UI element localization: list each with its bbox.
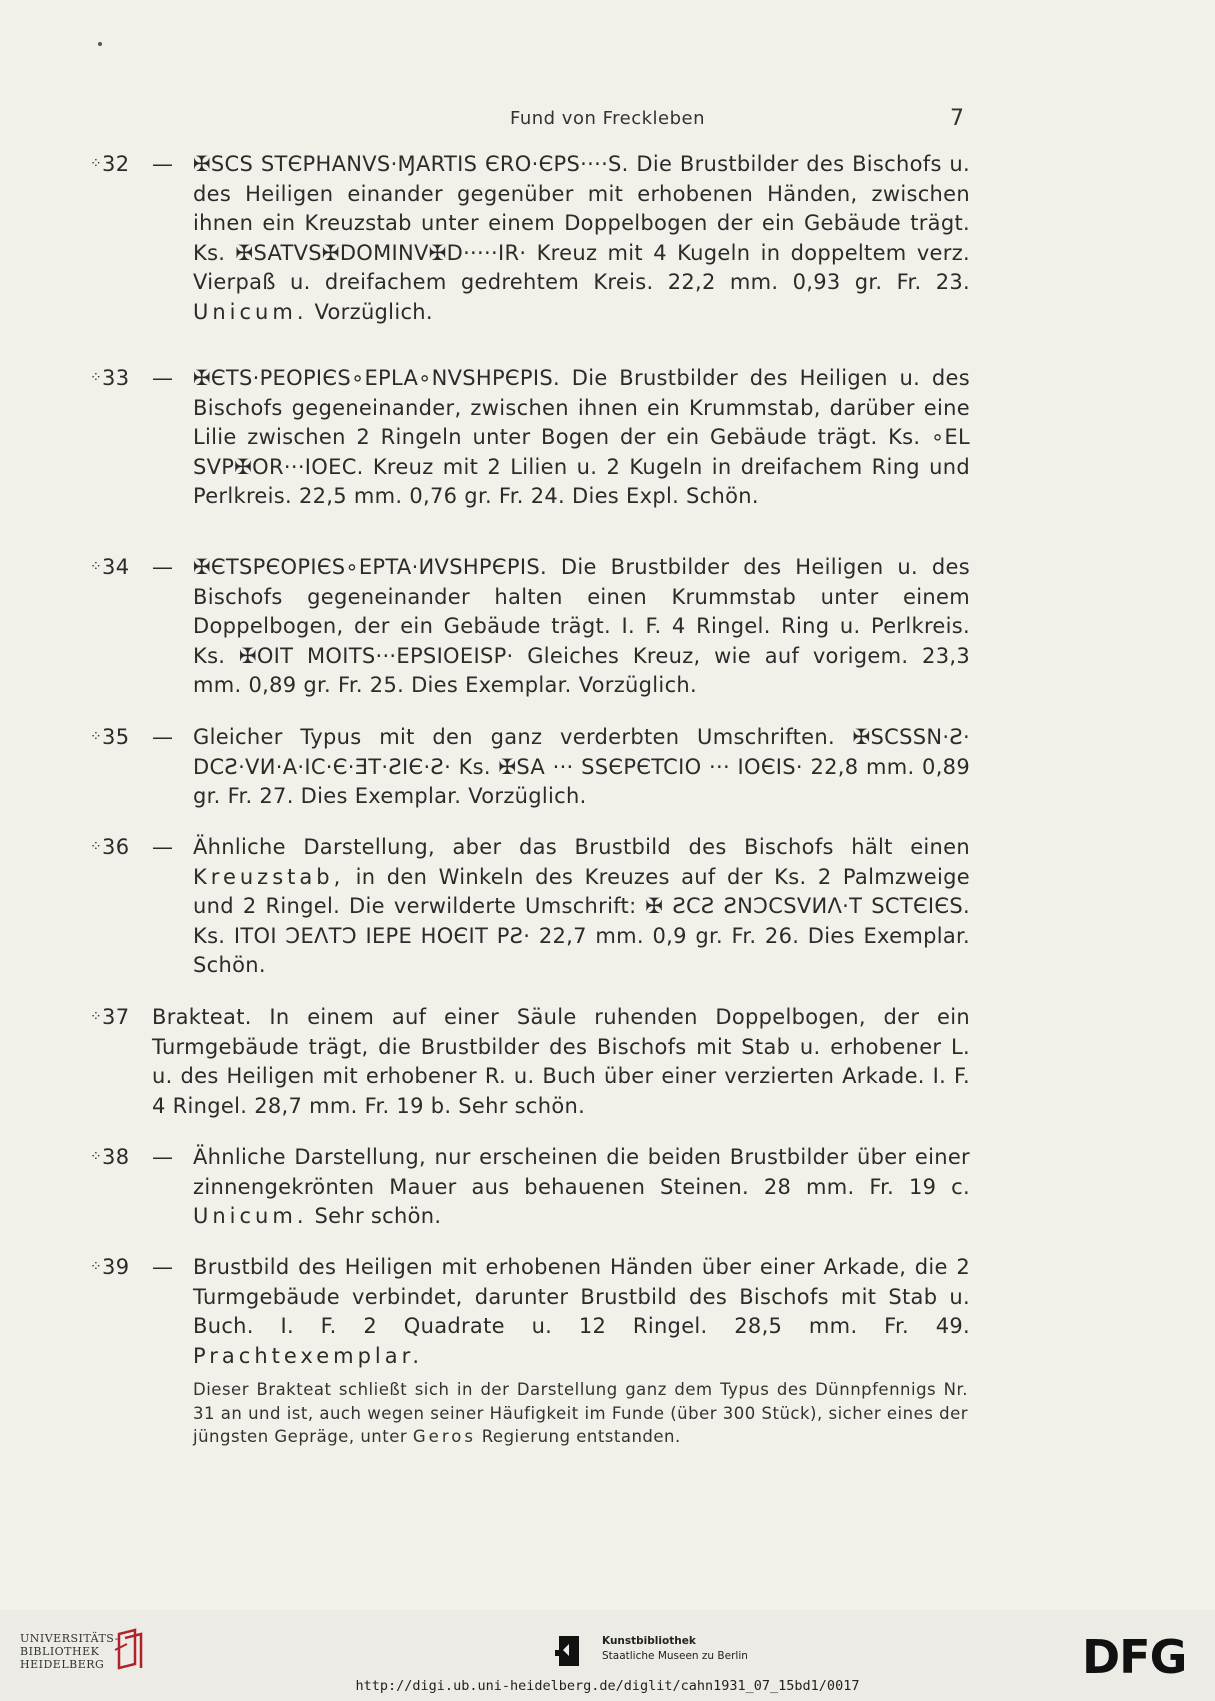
kunstbibliothek-logo-icon[interactable] xyxy=(555,1636,579,1666)
ub-heidelberg-logo-icon[interactable] xyxy=(113,1628,149,1670)
catalog-entry-36 xyxy=(90,833,970,981)
entry-number: ⁘39 xyxy=(90,1255,130,1279)
entry-dash: — xyxy=(152,366,174,390)
entry-text: Brakteat. In einem auf einer Säule ruhenden Doppelbogen, der ein Turmgebäude trägt, die Brustbilder des Bischofs mit Stab u. erhobener L. u. des Heiligen mit erhobener R. u. Buch über einer verzierten Arkade. I. F. 4 Ringel. 28,7 mm. Fr. 19 b. Sehr schön. xyxy=(152,1005,970,1118)
running-title: Fund von Freckleben xyxy=(509,108,706,129)
entry-number: ⁘32 xyxy=(90,152,130,176)
catalog-entry-39 xyxy=(90,1253,970,1371)
scan-speck xyxy=(98,42,102,46)
viewer-footer xyxy=(0,1610,1215,1701)
entry-text: Brustbild des Heiligen mit erhobenen Händen über einer Arkade, die 2 Turmgebäude verbindet, darunter Brustbild des Bischofs mit Stab u. Buch. I. F. 2 Quadrate u. 12 Ringel. 28,5 mm. Fr. 49. Prachtexemplar. xyxy=(193,1255,970,1368)
page-number: 7 xyxy=(950,106,964,131)
entry-number: ⁘36 xyxy=(90,835,130,859)
entry-dash: — xyxy=(152,152,174,176)
entry-dash: — xyxy=(152,1145,174,1169)
entry-text: Ähnliche Darstellung, nur erscheinen die beiden Brustbilder über einer zinnengekrönten Mauer aus behauenen Steinen. 28 mm. Fr. 19 c. Unicum. Sehr schön. xyxy=(193,1145,970,1228)
entry-number: ⁘33 xyxy=(90,366,130,390)
entry-text: ✠ЄTSPЄOPIЄS∘EPTA·ИVSHPЄPIS. Die Brustbilder des Heiligen u. des Bischofs gegeneinander halten einen Krummstab unter einem Doppelbogen, der ein Gebäude trägt. I. F. 4 Ringel. Ring u. Perlkreis. Ks. ✠OIT MOITS···EPSIOEISP· Gleiches Kreuz, wie auf vorigem. 23,3 mm. 0,89 gr. Fr. 25. Dies Exemplar. Vorzüglich. xyxy=(193,555,970,697)
catalog-entry-35 xyxy=(90,723,970,812)
footnote: Dieser Brakteat schließt sich in der Darstellung ganz dem Typus des Dünnpfennigs Nr. 31 an und ist, auch wegen seiner Häufigkeit im Funde (über 300 Stück), sicher eines der jüngsten Gepräge, unter Geros Regierung entstanden. xyxy=(193,1380,968,1446)
entry-number: ⁘38 xyxy=(90,1145,130,1169)
entry-number: ⁘34 xyxy=(90,555,130,579)
catalog-entry-33 xyxy=(90,364,970,512)
entry-text: ✠SCS STЄPHANVS·ⱮARTIS ЄRO·ЄPS····S. Die Brustbilder des Bischofs u. des Heiligen einander gegenüber mit erhobenen Händen, zwischen ihnen ein Kreuzstab unter einem Doppelbogen der ein Gebäude trägt. Ks. ✠SATVS✠DOMINV✠D·····IR· Kreuz mit 4 Kugeln in doppeltem verz. Vierpaß u. dreifachem gedrehtem Kreis. 22,2 mm. 0,93 gr. Fr. 23. Unicum. Vorzüglich. xyxy=(193,152,970,324)
entry-number: ⁘35 xyxy=(90,725,130,749)
catalog-entry-32 xyxy=(90,150,970,327)
catalog-entry-37 xyxy=(90,1003,970,1121)
entry-dash: — xyxy=(152,1255,174,1279)
entry-dash: — xyxy=(152,835,174,859)
entry-text: Ähnliche Darstellung, aber das Brustbild des Bischofs hält einen Kreuzstab, in den Winkeln des Kreuzes auf der Ks. 2 Palmzweige und 2 Ringel. Die verwilderte Umschrift: ✠ ƧCƧ ƧNƆCSVИΛ·T SCTЄIЄS. Ks. ITOI ƆEΛTƆ IEPE HOЄIT PƧ· 22,7 mm. 0,9 gr. Fr. 26. Dies Exemplar. Schön. xyxy=(193,835,970,977)
entry-dash: — xyxy=(152,725,174,749)
kunstbibliothek-logo-text[interactable]: Kunstbibliothek Staatliche Museen zu Berlin xyxy=(602,1635,748,1662)
entry-number: ⁘37 xyxy=(90,1005,130,1029)
permalink-url[interactable]: http://digi.ub.uni-heidelberg.de/diglit/cahn1931_07_15bd1/0017 xyxy=(355,1678,860,1694)
catalog-entry-34 xyxy=(90,553,970,701)
entry-text: ✠ЄTS·PEOPIЄS∘EPLA∘NVSHPЄPIS. Die Brustbilder des Heiligen u. des Bischofs gegeneinander, zwischen ihnen ein Krummstab, darüber eine Lilie zwischen 2 Ringeln unter Bogen der ein Gebäude trägt. Ks. ∘EL SVP✠OR···IOEC. Kreuz mit 2 Lilien u. 2 Kugeln in dreifachem Ring und Perlkreis. 22,5 mm. 0,76 gr. Fr. 24. Dies Expl. Schön. xyxy=(193,366,970,508)
entry-dash: — xyxy=(152,555,174,579)
dfg-logo[interactable]: DFG xyxy=(1082,1630,1187,1684)
entry-text: Gleicher Typus mit den ganz verderbten Umschriften. ✠SCSSN·Ƨ· DCƧ·VИ·A·IC·Є·ƎT·ƧIЄ·Ƨ· Ks. ✠SA ··· SSЄPЄTCIO ··· IOЄIS· 22,8 mm. 0,89 gr. Fr. 27. Dies Exemplar. Vorzüglich. xyxy=(193,725,970,808)
ub-heidelberg-logo-text[interactable]: UNIVERSITÄTS- BIBLIOTHEK HEIDELBERG xyxy=(20,1632,119,1671)
catalog-entry-38 xyxy=(90,1143,970,1232)
